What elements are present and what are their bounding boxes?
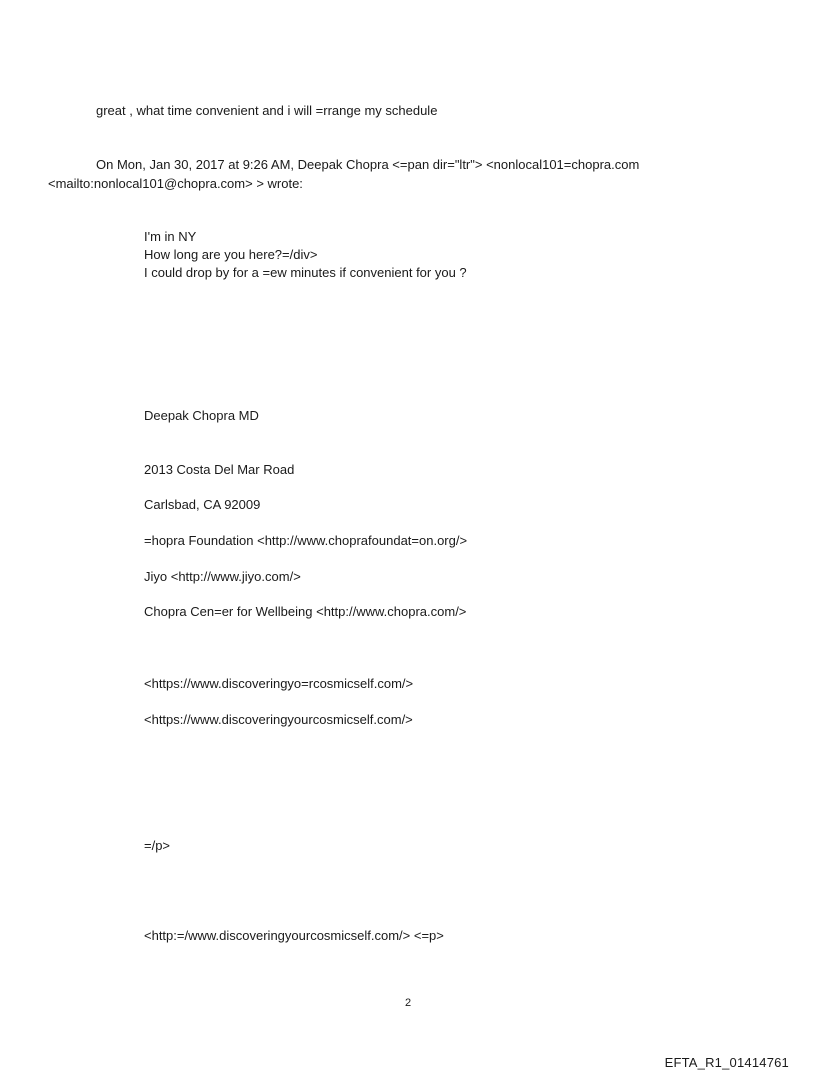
- signature-address-line: 2013 Costa Del Mar Road: [144, 462, 295, 477]
- stray-markup-text: =/p>: [144, 838, 171, 853]
- cosmic-self-link[interactable]: <https://www.discoveringyo=rcosmicself.com/>: [144, 676, 414, 691]
- wellbeing-link[interactable]: Chopra Cen=er for Wellbeing <http://www.chopra.com/>: [144, 604, 467, 619]
- signature-name: Deepak Chopra MD: [144, 408, 259, 423]
- page-number: 2: [404, 997, 412, 1009]
- message-line: How long are you here?=/div>: [144, 247, 318, 262]
- reply-text: great , what time convenient and i will =rrange my schedule: [96, 103, 438, 118]
- message-line: I'm in NY: [144, 229, 197, 244]
- signature-address-line: Carlsbad, CA 92009: [144, 497, 261, 512]
- final-link[interactable]: <http:=/www.discoveringyourcosmicself.com/> <=p>: [144, 928, 444, 943]
- cosmic-self-link[interactable]: <https://www.discoveringyourcosmicself.com/>: [144, 712, 413, 727]
- quote-header-line-1: On Mon, Jan 30, 2017 at 9:26 AM, Deepak Chopra <=pan dir="ltr"> <nonlocal101=chopra.com: [96, 157, 640, 172]
- message-line: I could drop by for a =ew minutes if convenient for you ?: [144, 265, 467, 280]
- jiyo-link[interactable]: Jiyo <http://www.jiyo.com/>: [144, 569, 301, 584]
- foundation-link[interactable]: =hopra Foundation <http://www.choprafoundat=on.org/>: [144, 533, 468, 548]
- bates-number: EFTA_R1_01414761: [664, 1055, 789, 1070]
- quote-header-line-2: <mailto:nonlocal101@chopra.com> > wrote:: [48, 176, 303, 191]
